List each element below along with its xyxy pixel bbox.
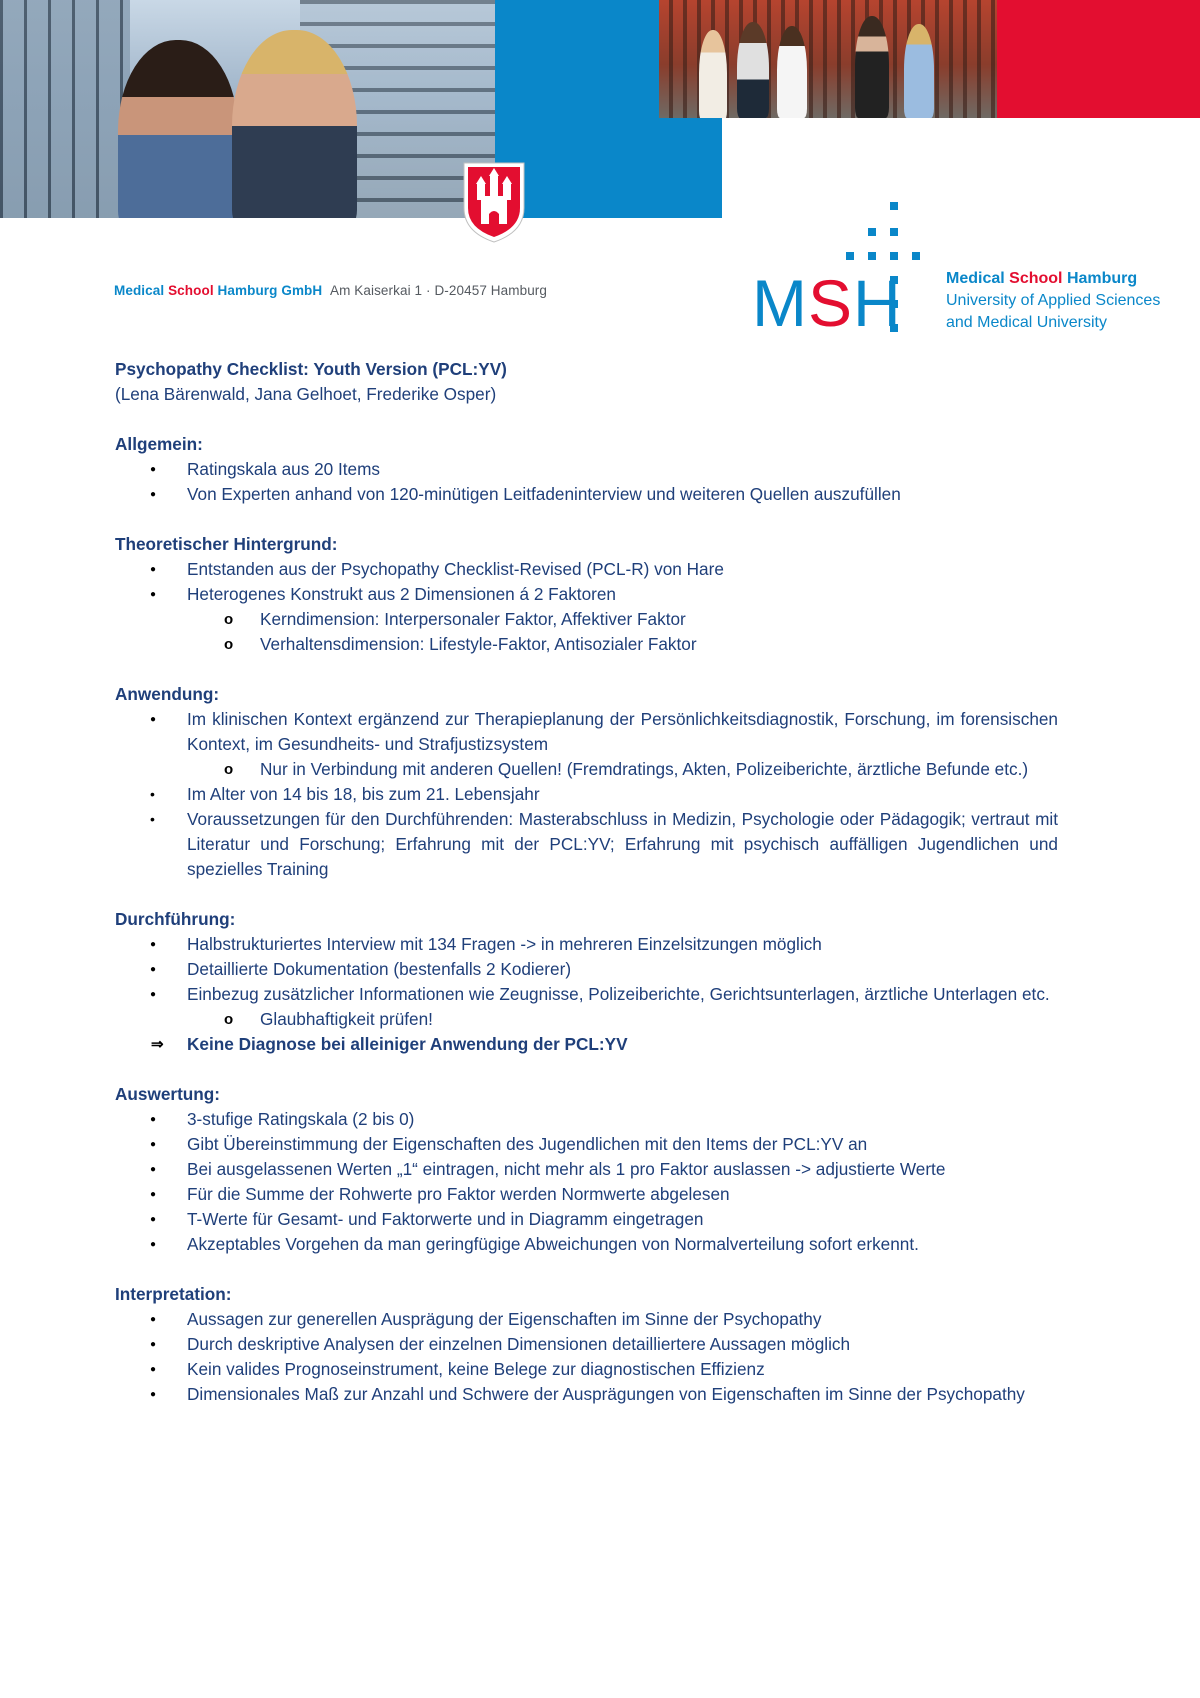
sub-list-item: o Verhaltensdimension: Lifestyle-Faktor, Antisozialer Faktor bbox=[115, 632, 1058, 657]
theorie-sublist bbox=[115, 607, 1058, 657]
list-item: ● Gibt Übereinstimmung der Eigenschaften des Jugendlichen mit den Items der PCL:YV an bbox=[115, 1132, 1058, 1157]
logo-line1-a: Medical bbox=[946, 270, 1005, 287]
list-item: ● Halbstrukturiertes Interview mit 134 Fragen -> in mehreren Einzelsitzungen möglich bbox=[115, 932, 1058, 957]
student-female bbox=[118, 40, 238, 218]
logo-line3: and Medical University bbox=[946, 314, 1107, 331]
list-item: ● Entstanden aus der Psychopathy Checklist-Revised (PCL-R) von Hare bbox=[115, 557, 1058, 582]
sender-line bbox=[114, 283, 547, 298]
sender-address: Am Kaiserkai 1 · D-20457 Hamburg bbox=[329, 283, 548, 298]
logo-text bbox=[946, 268, 1160, 334]
sub-list-item: o Nur in Verbindung mit anderen Quellen! (Fremdratings, Akten, Polizeiberichte, ärztliche Befunde etc.) bbox=[115, 757, 1058, 782]
sender-org-medical: Medical bbox=[114, 283, 165, 298]
section-heading-interpretation: Interpretation: bbox=[115, 1284, 232, 1304]
student-male bbox=[232, 30, 357, 218]
document-authors: (Lena Bärenwald, Jana Gelhoet, Frederike Osper) bbox=[115, 384, 497, 404]
student-figure bbox=[699, 30, 727, 118]
list-item: ● Kein valides Prognoseinstrument, keine Belege zur diagnostischen Effizienz bbox=[115, 1357, 1058, 1382]
section-heading-theorie: Theoretischer Hintergrund: bbox=[115, 534, 338, 554]
list-item: ● Im klinischen Kontext ergänzend zur Therapieplanung der Persönlichkeitsdiagnostik, Forschung, im forensischen Kontext, im Gesundheits- und Strafjustizsystem bbox=[115, 707, 1058, 757]
list-item: ● Bei ausgelassenen Werten „1“ eintragen, nicht mehr als 1 pro Faktor auslassen -> adjustierte Werte bbox=[115, 1157, 1058, 1182]
section-heading-auswertung: Auswertung: bbox=[115, 1084, 221, 1104]
durchfuehrung-sublist bbox=[115, 1007, 1058, 1032]
interpretation-list bbox=[115, 1307, 1058, 1407]
sender-org-school: School bbox=[168, 283, 214, 298]
msh-logo-letters bbox=[752, 266, 902, 340]
logo-letter-h: H bbox=[853, 266, 902, 340]
header-photo-students-right bbox=[659, 0, 997, 118]
theorie-list bbox=[115, 557, 1058, 607]
logo-letter-m: M bbox=[752, 266, 808, 340]
list-item: ● Von Experten anhand von 120-minütigen Leitfadeninterview und weiteren Quellen auszufüllen bbox=[115, 482, 1058, 507]
allgemein-list bbox=[115, 457, 1058, 507]
hamburg-crest-icon bbox=[461, 160, 527, 244]
list-item: ● Einbezug zusätzlicher Informationen wie Zeugnisse, Polizeiberichte, Gerichtsunterlagen, ärztliche Unterlagen etc. bbox=[115, 982, 1058, 1007]
document-title: Psychopathy Checklist: Youth Version (PCL:YV) bbox=[115, 359, 507, 379]
student-figure bbox=[777, 26, 807, 118]
section-heading-durchfuehrung: Durchführung: bbox=[115, 909, 236, 929]
student-figure bbox=[737, 22, 769, 118]
student-figure bbox=[855, 16, 889, 118]
anwendung-list bbox=[115, 707, 1058, 757]
logo-line2: University of Applied Sciences bbox=[946, 292, 1161, 309]
document-body bbox=[115, 357, 1058, 1407]
list-item: ● Aussagen zur generellen Ausprägung der Eigenschaften im Sinne der Psychopathy bbox=[115, 1307, 1058, 1332]
list-item: ● Durch deskriptive Analysen der einzelnen Dimensionen detailliertere Aussagen möglich bbox=[115, 1332, 1058, 1357]
header-photo-students-left bbox=[0, 0, 495, 218]
sender-org-rest: Hamburg GmbH bbox=[217, 283, 323, 298]
list-item: ● 3-stufige Ratingskala (2 bis 0) bbox=[115, 1107, 1058, 1132]
list-item: ● Akzeptables Vorgehen da man geringfügige Abweichungen von Normalverteilung sofort erkennt. bbox=[115, 1232, 1058, 1257]
list-item: ● T-Werte für Gesamt- und Faktorwerte und in Diagramm eingetragen bbox=[115, 1207, 1058, 1232]
sub-list-item: o Kerndimension: Interpersonaler Faktor, Affektiver Faktor bbox=[115, 607, 1058, 632]
list-item: ● Dimensionales Maß zur Anzahl und Schwere der Ausprägungen von Eigenschaften im Sinne der Psychopathy bbox=[115, 1382, 1058, 1407]
list-item: • Voraussetzungen für den Durchführenden: Masterabschluss in Medizin, Psychologie oder Pädagogik; vertraut mit Literatur und Forschung; Erfahrung mit der PCL:YV; Erfahrung mit psychisch auffälligen Jugendlichen und spezielles Training bbox=[115, 807, 1058, 882]
list-item: ● Heterogenes Konstrukt aus 2 Dimensionen á 2 Faktoren bbox=[115, 582, 1058, 607]
logo-line1-c: Hamburg bbox=[1066, 270, 1138, 287]
conclusion-item: ⇒ Keine Diagnose bei alleiniger Anwendung der PCL:YV bbox=[115, 1032, 1058, 1057]
list-item: ● Für die Summe der Rohwerte pro Faktor werden Normwerte abgelesen bbox=[115, 1182, 1058, 1207]
section-heading-allgemein: Allgemein: bbox=[115, 434, 203, 454]
section-heading-anwendung: Anwendung: bbox=[115, 684, 220, 704]
anwendung-list-cont bbox=[115, 782, 1058, 882]
durchfuehrung-conclusion-list bbox=[115, 1032, 1058, 1057]
header-red-block bbox=[997, 0, 1200, 118]
auswertung-list bbox=[115, 1107, 1058, 1257]
durchfuehrung-list bbox=[115, 932, 1058, 1007]
anwendung-sublist bbox=[115, 757, 1058, 782]
list-item: • Im Alter von 14 bis 18, bis zum 21. Lebensjahr bbox=[115, 782, 1058, 807]
building-facade bbox=[0, 0, 130, 218]
list-item: ● Ratingskala aus 20 Items bbox=[115, 457, 1058, 482]
logo-line1-b: School bbox=[1009, 270, 1063, 287]
sub-list-item: o Glaubhaftigkeit prüfen! bbox=[115, 1007, 1058, 1032]
student-figure bbox=[904, 24, 934, 118]
logo-letter-s: S bbox=[807, 266, 854, 340]
list-item: ● Detaillierte Dokumentation (bestenfalls 2 Kodierer) bbox=[115, 957, 1058, 982]
